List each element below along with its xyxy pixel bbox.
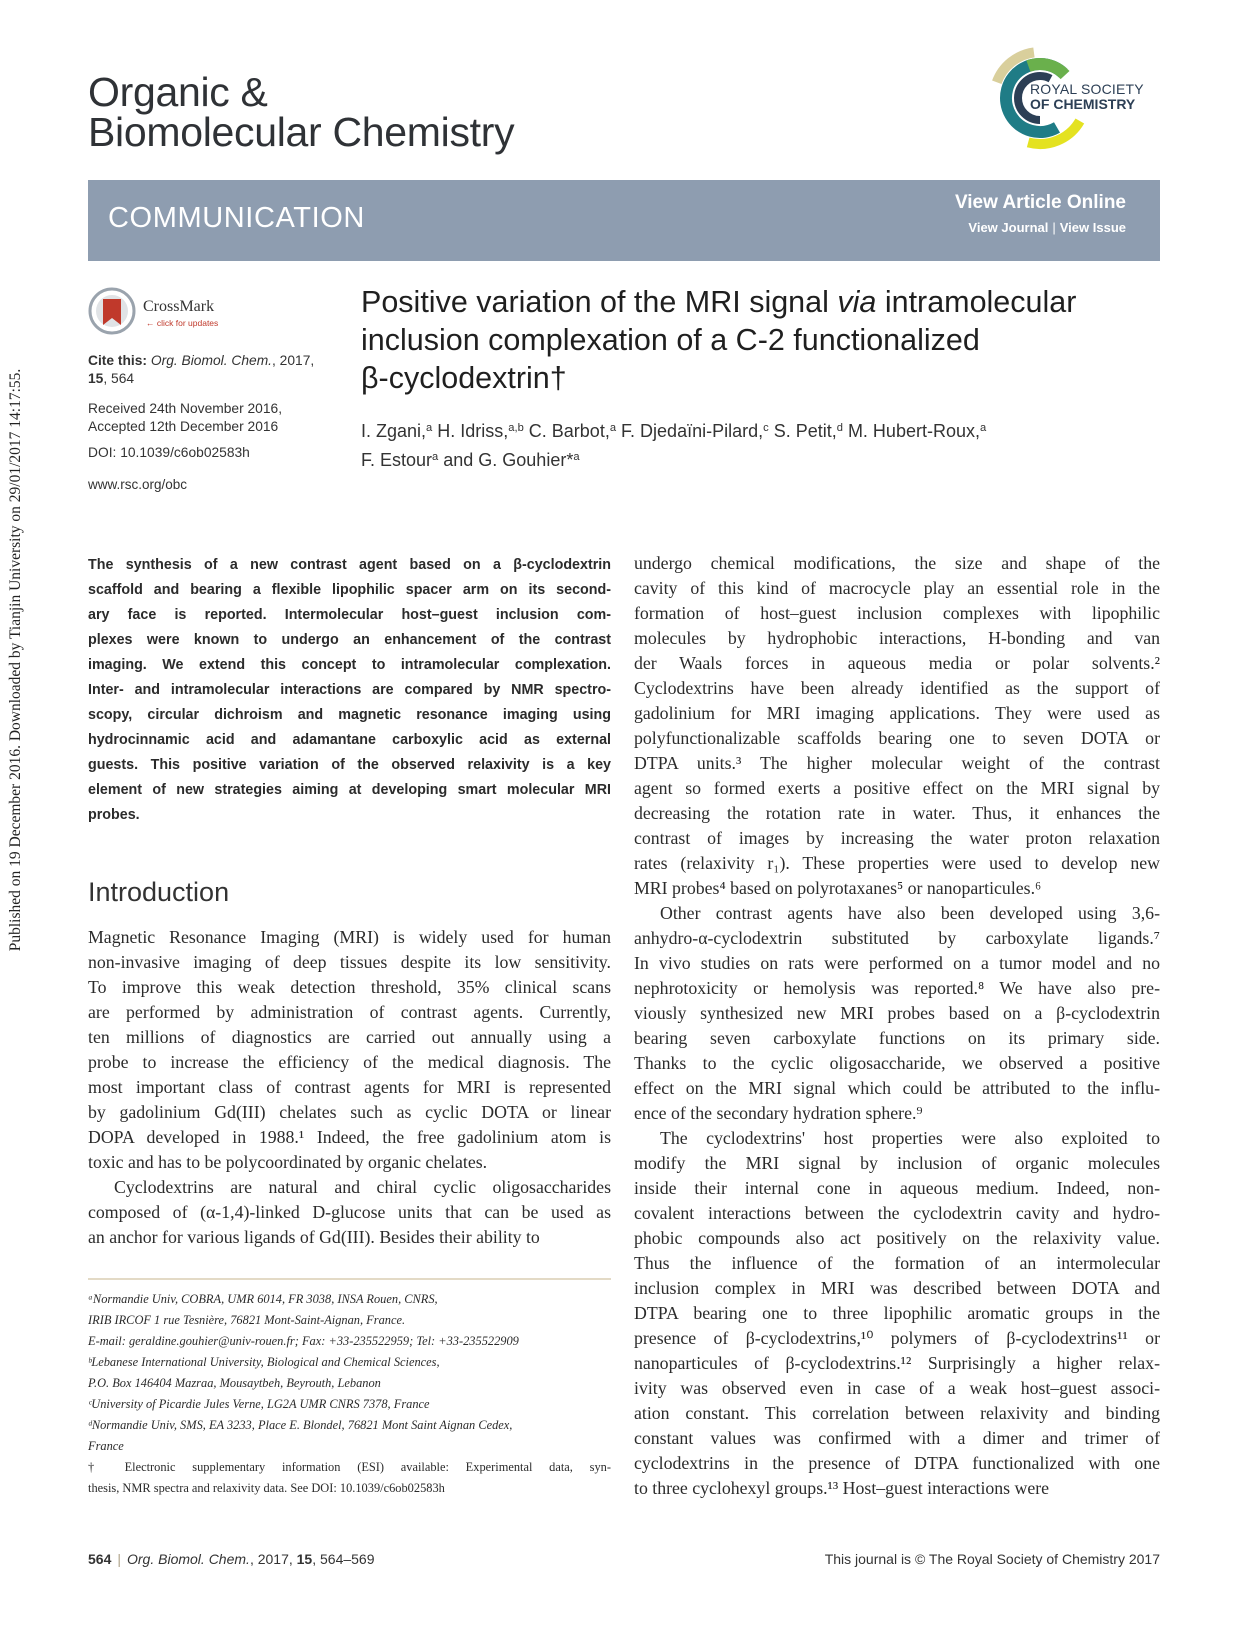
body-line: presence of β-cyclodextrins,¹⁰ polymers of β-cyclodextrins¹¹ or — [634, 1328, 1160, 1348]
esi-note-line: † Electronic supplementary information (ESI) available: Experimental data, syn- — [88, 1460, 611, 1474]
body-line: composed of (α-1,4)-linked D-glucose units that can be used as — [88, 1202, 611, 1222]
body-line: DOPA developed in 1988.¹ Indeed, the free gadolinium atom is — [88, 1127, 611, 1147]
body-line: probe to increase the efficiency of the medical diagnosis. The — [88, 1052, 611, 1072]
body-line: most important class of contrast agents for MRI is represented — [88, 1077, 611, 1097]
body-line: MRI probes⁴ based on polyrotaxanes⁵ or nanoparticules.⁶ — [634, 878, 1042, 898]
body-line: rates (relaxivity r₁). These properties were used to develop new — [634, 853, 1160, 873]
body-line: In vivo studies on rats were performed on a tumor model and no — [634, 953, 1160, 973]
body-line: gadolinium for MRI imaging applications. They were used as — [634, 703, 1160, 723]
author-affiliation-mark: a — [979, 421, 987, 434]
body-line: anhydro-α-cyclodextrin substituted by carboxylate ligands.⁷ — [634, 928, 1160, 948]
abstract-line: The synthesis of a new contrast agent based on a β-cyclodextrin — [88, 557, 611, 573]
view-article-online-link[interactable]: View Article Online — [954, 192, 1126, 213]
cite-this: Cite this: Org. Biomol. Chem., 2017, 15, 564 — [88, 353, 315, 386]
affiliations — [88, 1289, 611, 1499]
authors-line1 — [361, 418, 1161, 447]
author-affiliation-mark: a — [426, 421, 433, 434]
body-line: Cyclodextrins have been already identified as the support of — [634, 678, 1160, 698]
body-line: decreasing the rotation rate in water. Thus, it enhances the — [634, 803, 1160, 823]
journal-title-line1: Organic & — [88, 69, 268, 115]
author-affiliation-mark: a — [432, 450, 439, 463]
author-name: F. Djedaïni-Pilard, — [616, 421, 764, 441]
affiliation-line: ᵈNormandie Univ, SMS, EA 3233, Place E. Blondel, 76821 Mont Saint Aignan Cedex, — [88, 1418, 513, 1432]
body-line: undergo chemical modifications, the size and shape of the — [634, 553, 1160, 573]
affiliation-line: IRIB IRCOF 1 rue Tesnière, 76821 Mont-Saint-Aignan, France. — [88, 1313, 406, 1327]
body-line: nanoparticules of β-cyclodextrins.¹² Surprisingly a higher relax- — [634, 1353, 1160, 1373]
doi: DOI: 10.1039/c6ob02583h — [88, 445, 250, 460]
body-line: are performed by administration of contrast agents. Currently, — [88, 1002, 611, 1022]
body-line: toxic and has to be polycoordinated by organic chelates. — [88, 1152, 488, 1172]
body-line: der Waals forces in aqueous media or polar solvents.² — [634, 653, 1160, 673]
body-line: DTPA units.³ The higher molecular weight of the contrast — [634, 753, 1160, 773]
introduction-heading: Introduction — [88, 877, 230, 907]
body-line: Thus the influence of the formation of an intermolecular — [634, 1253, 1160, 1273]
affiliation-line: France — [88, 1439, 124, 1453]
body-line: DTPA bearing one to three lipophilic aromatic groups in the — [634, 1303, 1160, 1323]
abstract-line: guests. This positive variation of the observed relaxivity is a key — [88, 757, 611, 773]
esi-note-line: thesis, NMR spectra and relaxivity data. See DOI: 10.1039/c6ob02583h — [88, 1481, 445, 1495]
footer-citation: 564 | Org. Biomol. Chem., 2017, 15, 564–569 — [88, 1551, 375, 1567]
abstract — [88, 553, 611, 828]
body-right-column — [634, 551, 1160, 1501]
abstract-line: scaffold and bearing a flexible lipophilic spacer arm on its second- — [88, 582, 611, 598]
body-line: cavity of this kind of macrocycle play an essential role in the — [634, 578, 1160, 598]
body-line: effect on the MRI signal which could be attributed to the influ- — [634, 1078, 1160, 1098]
author-list — [361, 418, 1161, 476]
body-line: ence of the secondary hydration sphere.⁹ — [634, 1103, 923, 1123]
abstract-line: probes. — [88, 807, 140, 823]
body-line: ivity was observed even in case of a weak host–guest associ- — [634, 1378, 1160, 1398]
journal-url[interactable]: www.rsc.org/obc — [88, 477, 188, 492]
body-line: agent so formed exerts a positive effect on the MRI signal by — [634, 778, 1160, 798]
author-affiliation-mark: a,b — [508, 421, 524, 434]
view-issue-link[interactable]: View Issue — [1059, 220, 1126, 235]
affiliation-line: ᶜUniversity of Picardie Jules Verne, LG2A UMR CNRS 7378, France — [88, 1397, 430, 1411]
body-line: ation constant. This correlation between relaxivity and binding — [634, 1403, 1160, 1423]
download-stamp: Published on 19 December 2016. Downloaded by Tianjin University on 29/01/2017 14:17:55. — [7, 368, 24, 952]
body-line: constant values was confirmed with a dimer and trimer of — [634, 1428, 1160, 1448]
authors-line2 — [361, 447, 1161, 476]
abstract-line: Inter- and intramolecular interactions are compared by NMR spectro- — [88, 682, 611, 698]
affiliation-line: ᵇLebanese International University, Biological and Chemical Sciences, — [88, 1355, 440, 1369]
author-affiliation-mark: d — [836, 421, 843, 434]
body-line: contrast of images by increasing the water proton relaxation — [634, 828, 1160, 848]
body-line: by gadolinium Gd(III) chelates such as cyclic DOTA or linear — [88, 1102, 611, 1122]
affiliation-line: E-mail: geraldine.gouhier@univ-rouen.fr; Fax: +33-235522959; Tel: +33-235522909 — [88, 1334, 519, 1348]
banner-links: View Journal | View Issue — [968, 220, 1126, 235]
body-line: inclusion complex in MRI was described between DOTA and — [634, 1278, 1160, 1298]
abstract-line: hydrocinnamic acid and adamantane carboxylic acid as external — [88, 732, 611, 748]
author-name: S. Petit, — [768, 421, 837, 441]
received-dates: Received 24th November 2016, Accepted 12th December 2016 — [88, 401, 283, 434]
body-line: Other contrast agents have also been developed using 3,6- — [660, 903, 1160, 923]
body-line: formation of host–guest inclusion complexes with lipophilic — [634, 603, 1160, 623]
body-line: Magnetic Resonance Imaging (MRI) is widely used for human — [88, 927, 611, 947]
journal-title — [88, 69, 515, 155]
body-line: bearing seven carboxylate functions on its primary side. — [634, 1028, 1160, 1048]
affiliation-line: ᵃNormandie Univ, COBRA, UMR 6014, FR 3038, INSA Rouen, CNRS, — [88, 1292, 438, 1306]
body-line: non-invasive imaging of deep tissues despite its low sensitivity. — [88, 952, 611, 972]
article-type: COMMUNICATION — [108, 202, 365, 234]
author-affiliation-mark: c — [763, 421, 769, 434]
author-affiliation-mark: a — [573, 450, 580, 463]
body-line: viously synthesized new MRI probes based on a β-cyclodextrin — [634, 1003, 1160, 1023]
footer-copyright: This journal is © The Royal Society of Chemistry 2017 — [824, 1551, 1160, 1567]
body-line: ten millions of diagnostics are carried out annually using a — [88, 1027, 611, 1047]
rsc-logo[interactable] — [985, 42, 1185, 154]
body-line: To improve this weak detection threshold, 35% clinical scans — [88, 977, 611, 997]
body-line: inside their internal cone in aqueous medium. Indeed, non- — [634, 1178, 1160, 1198]
affiliation-line: P.O. Box 146404 Mazraa, Mousaytbeh, Beyrouth, Lebanon — [88, 1376, 381, 1390]
journal-title-line2: Biomolecular Chemistry — [88, 109, 515, 155]
author-name: C. Barbot, — [523, 421, 610, 441]
body-line: molecules by hydrophobic interactions, H-bonding and van — [634, 628, 1160, 648]
article-title: Positive variation of the MRI signal via intramolecular inclusion complexation of a C-2 functionalized β-cyclodextrin† — [361, 285, 1077, 395]
body-line: polyfunctionalizable scaffolds bearing one to seven DOTA or — [634, 728, 1160, 748]
author-name: and G. Gouhier* — [438, 450, 574, 470]
rsc-logo-text: ROYAL SOCIETY OF CHEMISTRY — [1030, 81, 1144, 112]
view-journal-link[interactable]: View Journal — [968, 220, 1049, 235]
body-line: covalent interactions between the cyclodextrin cavity and hydro- — [634, 1203, 1160, 1223]
author-affiliation-mark: a — [609, 421, 617, 434]
body-line: modify the MRI signal by inclusion of organic molecules — [634, 1153, 1160, 1173]
author-name: I. Zgani, — [361, 421, 427, 441]
crossmark-icon — [88, 287, 136, 335]
body-line: an anchor for various ligands of Gd(III). Besides their ability to — [88, 1227, 540, 1247]
body-line: nephrotoxicity or hemolysis was reported.⁸ We have also pre- — [634, 978, 1160, 998]
abstract-line: imaging. We extend this concept to intramolecular complexation. — [88, 657, 611, 673]
abstract-line: element of new strategies aiming at developing smart molecular MRI — [88, 782, 611, 798]
body-line: Cyclodextrins are natural and chiral cyclic oligosaccharides — [114, 1177, 611, 1197]
footnote-divider — [88, 1278, 611, 1280]
body-line: phobic compounds also act positively on the relaxivity value. — [634, 1228, 1160, 1248]
crossmark-badge[interactable]: CrossMark ← click for updates — [88, 287, 238, 339]
abstract-line: plexes were known to undergo an enhancement of the contrast — [88, 632, 611, 648]
body-line: Thanks to the cyclic oligosaccharide, we observed a positive — [634, 1053, 1160, 1073]
author-name: H. Idriss, — [432, 421, 509, 441]
article-type-banner — [88, 180, 1160, 261]
author-name: F. Estour — [361, 450, 433, 470]
abstract-line: ary face is reported. Intermolecular host–guest inclusion com- — [88, 607, 611, 623]
body-line: cyclodextrins in the presence of DTPA functionalized with one — [634, 1453, 1160, 1473]
body-line: The cyclodextrins' host properties were also exploited to — [660, 1128, 1160, 1148]
body-left-column — [88, 925, 611, 1250]
abstract-line: scopy, circular dichroism and magnetic resonance imaging using — [88, 707, 611, 723]
body-line: to three cyclohexyl groups.¹³ Host–guest interactions were — [634, 1478, 1050, 1498]
author-name: M. Hubert-Roux, — [842, 421, 980, 441]
